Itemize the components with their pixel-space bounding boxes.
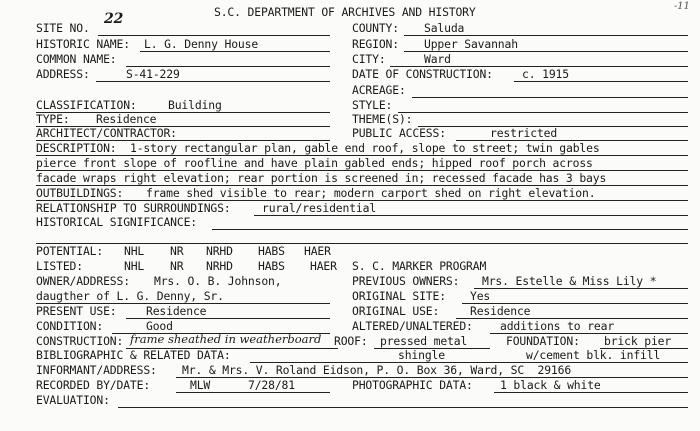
original-site-label: ORIGINAL SITE:: [352, 289, 446, 303]
region-label: REGION:: [352, 37, 399, 51]
foundation-value: brick pier: [604, 334, 672, 348]
historic-name-label: HISTORIC NAME:: [36, 37, 130, 51]
original-use-value: Residence: [470, 304, 531, 318]
previous-owners-label: PREVIOUS OWNERS:: [352, 274, 460, 288]
listed-habs: HABS: [258, 259, 285, 273]
relationship-line: [254, 215, 688, 216]
region-value: Upper Savannah: [424, 37, 518, 51]
potential-habs: HABS: [258, 244, 285, 258]
address-line: [96, 81, 330, 82]
informant-value: Mr. & Mrs. V. Roland Eidson, P. O. Box 36, Ward, SC 29166: [182, 363, 572, 377]
county-value: Saluda: [424, 21, 465, 35]
historic-name-line: [140, 51, 330, 52]
owner-value: Mrs. O. B. Johnson,: [154, 274, 282, 288]
classification-line: [36, 112, 330, 113]
foundation-label: FOUNDATION:: [506, 334, 580, 348]
condition-value: Good: [146, 319, 173, 333]
date-construction-line: [514, 81, 688, 82]
recorded-by-value: MLW: [190, 378, 211, 392]
type-label: TYPE:: [36, 112, 70, 126]
common-name-label: COMMON NAME:: [36, 52, 117, 66]
construction-value: frame sheathed in weatherboard: [130, 332, 322, 346]
roof-sub-value: shingle: [398, 348, 445, 362]
description-line-1: 1-story rectangular plan, gable end roof, slope to street; twin gables: [130, 141, 600, 155]
present-use-label: PRESENT USE:: [36, 304, 117, 318]
city-value: Ward: [424, 52, 451, 66]
public-access-label: PUBLIC ACCESS:: [352, 126, 446, 140]
county-line: [404, 35, 688, 36]
outbuildings-value: frame shed visible to rear; modern carport shed on right elevation.: [146, 186, 596, 200]
recorded-by-line: [176, 392, 330, 393]
style-line: [398, 112, 688, 113]
listed-label: LISTED:: [36, 259, 83, 273]
roof-value: pressed metal: [380, 334, 468, 348]
historical-significance-label: HISTORICAL SIGNIFICANCE:: [36, 215, 197, 229]
original-site-value: Yes: [470, 289, 491, 303]
recorded-by-label: RECORDED BY/DATE:: [36, 378, 151, 392]
form-header: S.C. DEPARTMENT OF ARCHIVES AND HISTORY: [214, 5, 476, 19]
address-value: S-41-229: [126, 67, 180, 81]
acreage-label: ACREAGE:: [352, 83, 406, 97]
photographic-data-label: PHOTOGRAPHIC DATA:: [352, 378, 473, 392]
photographic-data-line: [494, 392, 688, 393]
informant-label: INFORMANT/ADDRESS:: [36, 363, 157, 377]
construction-label: CONSTRUCTION:: [36, 334, 124, 348]
owner-value-line-2: daugther of L. G. Denny, Sr.: [36, 289, 224, 303]
previous-owners-value: Mrs. Estelle & Miss Lily *: [482, 274, 657, 288]
listed-nrhd: NRHD: [206, 259, 233, 273]
potential-label: POTENTIAL:: [36, 244, 104, 258]
public-access-value: restricted: [490, 126, 558, 140]
listed-haer: HAER: [310, 259, 337, 273]
historic-name-value: L. G. Denny House: [144, 37, 259, 51]
altered-value: additions to rear: [500, 319, 615, 333]
potential-nhl: NHL: [124, 244, 145, 258]
foundation-sub-value: w/cement blk. infill: [526, 348, 661, 362]
historical-significance-line: [212, 229, 688, 230]
site-no-line: [98, 35, 330, 36]
potential-nrhd: NRHD: [206, 244, 233, 258]
condition-label: CONDITION:: [36, 319, 104, 333]
city-label: CITY:: [352, 52, 386, 66]
site-no-label: SITE NO.: [36, 21, 90, 35]
relationship-value: rural/residential: [262, 201, 377, 215]
outbuildings-label: OUTBUILDINGS:: [36, 186, 124, 200]
evaluation-line: [118, 407, 688, 408]
roof-label: ROOF:: [334, 334, 368, 348]
site-no-value: 22: [104, 11, 124, 27]
acreage-line: [412, 97, 688, 98]
address-label: ADDRESS:: [36, 67, 90, 81]
date-construction-label: DATE OF CONSTRUCTION:: [352, 67, 493, 81]
marker-program: S. C. MARKER PROGRAM: [352, 259, 487, 273]
potential-nr: NR: [170, 244, 184, 258]
listed-nhl: NHL: [124, 259, 145, 273]
photographic-data-value: 1 black & white: [500, 378, 601, 392]
architect-label: ARCHITECT/CONTRACTOR:: [36, 126, 177, 140]
relationship-label: RELATIONSHIP TO SURROUNDINGS:: [36, 201, 231, 215]
classification-value: Building: [168, 98, 222, 112]
present-use-value: Residence: [146, 304, 207, 318]
style-label: STYLE:: [352, 98, 393, 112]
description-line-2: pierce front slope of roofline and have plain gabled ends; hipped roof porch across: [36, 156, 593, 170]
owner-label: OWNER/ADDRESS:: [36, 274, 130, 288]
description-label: DESCRIPTION:: [36, 141, 117, 155]
theme-label: THEME(S):: [352, 112, 413, 126]
previous-owners-line: [474, 288, 688, 289]
county-label: COUNTY:: [352, 21, 399, 35]
altered-label: ALTERED/UNALTERED:: [352, 319, 473, 333]
bibliographic-label: BIBLIOGRAPHIC & RELATED DATA:: [36, 348, 231, 362]
evaluation-label: EVALUATION:: [36, 393, 110, 407]
date-construction-value: c. 1915: [522, 67, 569, 81]
type-value: Residence: [96, 112, 157, 126]
corner-mark: -11: [674, 1, 690, 12]
recorded-date-value: 7/28/81: [248, 378, 295, 392]
description-line-3: facade wraps right elevation; rear portion is screened in; recessed facade has 3 bays: [36, 171, 607, 185]
classification-label: CLASSIFICATION:: [36, 98, 137, 112]
original-use-label: ORIGINAL USE:: [352, 304, 440, 318]
potential-haer: HAER: [304, 244, 331, 258]
listed-nr: NR: [170, 259, 184, 273]
